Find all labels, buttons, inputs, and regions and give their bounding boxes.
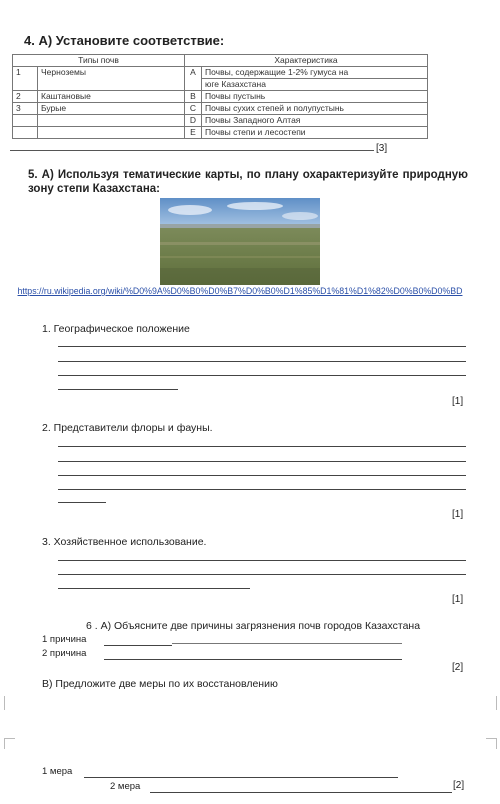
characteristic-text: Почвы пустынь (202, 91, 428, 103)
table-row (13, 67, 428, 79)
table-row (13, 91, 428, 103)
answer-line (58, 560, 466, 561)
question-6b-mark: [2] (453, 780, 465, 791)
question-5-title: 5. А) Используя тематические карты, по плану охарактеризуйте природную зону степи Казахстана: (28, 169, 468, 195)
row-number: 3 (13, 103, 38, 115)
soil-type: Черноземы (38, 67, 185, 91)
characteristic-text: Почвы степи и лесостепи (202, 127, 428, 139)
question-6b-title: В) Предложите две меры по их восстановлению (42, 678, 278, 690)
characteristic-letter: A (185, 67, 202, 91)
soil-type: Каштановые (38, 91, 185, 103)
answer-line (58, 461, 466, 462)
question-6-title: 6 . А) Объясните две причины загрязнения почв городов Казахстана (86, 620, 421, 632)
table-header-row (13, 55, 428, 67)
soil-type (38, 127, 185, 139)
answer-line (104, 659, 402, 660)
answer-line (58, 502, 106, 503)
answer-line (58, 446, 466, 447)
answer-line (58, 574, 466, 575)
row-number: 2 (13, 91, 38, 103)
row-number (13, 127, 38, 139)
characteristic-line-1: Почвы, содержащие 1-2% гумуса на (205, 67, 349, 77)
answer-line (104, 645, 172, 646)
answer-line (58, 588, 250, 589)
answer-line (10, 150, 374, 151)
question-6-mark: [2] (452, 662, 464, 673)
header-soil-types: Типы почв (13, 55, 185, 67)
page-corner (486, 696, 497, 710)
characteristic-text: Почвы Западного Алтая (202, 115, 428, 127)
wikipedia-link[interactable]: https://ru.wikipedia.org/wiki/%D0%9A%D0%B0%D0%B7%D0%B0%D1%85%D1%81%D1%82%D0%B0%D0%BD (17, 286, 463, 296)
answer-line (58, 475, 466, 476)
answer-line (84, 777, 398, 778)
characteristic-text (202, 67, 428, 79)
answer-line (58, 389, 178, 390)
steppe-landscape-image (160, 198, 320, 285)
answer-line (58, 489, 466, 490)
page-corner (486, 738, 497, 749)
question-4-mark: [3] (376, 143, 388, 154)
header-characteristic: Характеристика (185, 55, 428, 67)
reason-1-label: 1 причина (42, 634, 87, 645)
characteristic-text: Почвы сухих степей и полупустынь (202, 103, 428, 115)
item-geographic-position: 1. Географическое положение (42, 323, 190, 335)
row-number: 1 (13, 67, 38, 91)
table-row (13, 115, 428, 127)
answer-line (58, 346, 466, 347)
question-4-title: 4. А) Установите соответствие: (24, 33, 225, 48)
characteristic-letter: B (185, 91, 202, 103)
item-economic-use: 3. Хозяйственное использование. (42, 536, 207, 548)
answer-line (150, 792, 452, 793)
measure-2-label: 2 мера (110, 781, 141, 792)
characteristic-letter: D (185, 115, 202, 127)
reason-2-label: 2 причина (42, 648, 87, 659)
table-row (13, 127, 428, 139)
soil-type (38, 115, 185, 127)
item-1-mark: [1] (452, 396, 464, 407)
characteristic-letter: C (185, 103, 202, 115)
page-corner (4, 696, 15, 710)
soil-type: Бурые (38, 103, 185, 115)
answer-line (58, 361, 466, 362)
item-3-mark: [1] (452, 594, 464, 605)
item-2-mark: [1] (452, 509, 464, 520)
answer-line (58, 375, 466, 376)
row-number (13, 115, 38, 127)
soil-matching-table (12, 54, 428, 139)
measure-1-label: 1 мера (42, 766, 73, 777)
table-row (13, 103, 428, 115)
item-flora-fauna: 2. Представители флоры и фауны. (42, 422, 213, 434)
steppe-photo (160, 198, 320, 285)
characteristic-line-2: юге Казахстана (205, 79, 266, 89)
characteristic-text (202, 79, 428, 91)
answer-line (172, 643, 402, 644)
characteristic-letter: E (185, 127, 202, 139)
page-corner (4, 738, 15, 749)
